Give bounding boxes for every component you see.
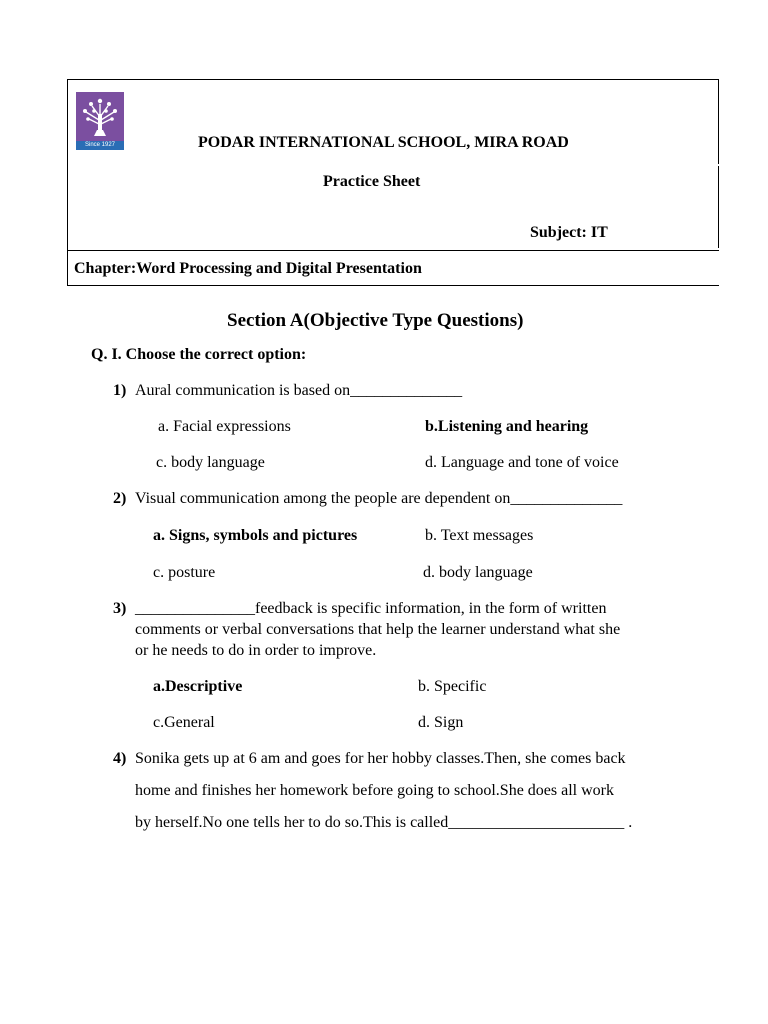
option-c: c. posture — [153, 564, 216, 581]
header-right-border-upper — [718, 79, 719, 164]
instruction-prefix: Q. I — [91, 346, 118, 363]
question-text: Visual communication among the people are dependent on______________ — [135, 490, 623, 507]
option-d: d. Sign — [418, 714, 464, 731]
option-d: d. Language and tone of voice — [425, 454, 619, 471]
question-number: 3) — [113, 600, 127, 617]
option-a: a. Facial expressions — [158, 418, 291, 435]
header-left-border — [67, 79, 68, 286]
school-name: PODAR INTERNATIONAL SCHOOL, MIRA ROAD — [198, 134, 569, 151]
chapter-top-border — [67, 250, 719, 251]
header-right-border-lower — [718, 166, 719, 248]
chapter-bottom-border — [67, 285, 719, 286]
section-title: Section A(Objective Type Questions) — [227, 310, 524, 331]
option-c: c. body language — [156, 454, 265, 471]
question-text: Aural communication is based on______________ — [135, 382, 463, 399]
question-number: 4) — [113, 750, 127, 767]
header-top-border — [67, 79, 719, 80]
option-a: a.Descriptive — [153, 678, 243, 695]
logo-since-label: Since 1927 — [76, 141, 124, 150]
question-text-line-3: by herself.No one tells her to do so.This is called______________________ . — [135, 814, 633, 831]
option-b: b.Listening and hearing — [425, 418, 589, 435]
question-text-line-2: home and finishes her homework before going to school.She does all work — [135, 782, 615, 799]
instruction-text: . Choose the correct option: — [117, 346, 307, 363]
school-logo — [76, 92, 124, 150]
option-b: b. Text messages — [425, 527, 534, 544]
chapter-label: Chapter:Word Processing and Digital Presentation — [74, 260, 422, 277]
option-a: a. Signs, symbols and pictures — [153, 527, 358, 544]
question-text-line-1: _______________feedback is specific information, in the form of written — [135, 600, 607, 617]
sheet-title: Practice Sheet — [323, 173, 421, 190]
question-text-line-1: Sonika gets up at 6 am and goes for her hobby classes.Then, she comes back — [135, 750, 626, 767]
question-text-line-2: comments or verbal conversations that help the learner understand what she — [135, 621, 621, 638]
subject-label: Subject: IT — [530, 224, 608, 241]
question-number: 1) — [113, 382, 127, 399]
instruction — [91, 345, 306, 365]
option-b: b. Specific — [418, 678, 487, 695]
option-c: c.General — [153, 714, 215, 731]
question-text-line-3: or he needs to do in order to improve. — [135, 642, 377, 659]
question-number: 2) — [113, 490, 127, 507]
tree-icon — [76, 92, 124, 141]
option-d: d. body language — [423, 564, 533, 581]
